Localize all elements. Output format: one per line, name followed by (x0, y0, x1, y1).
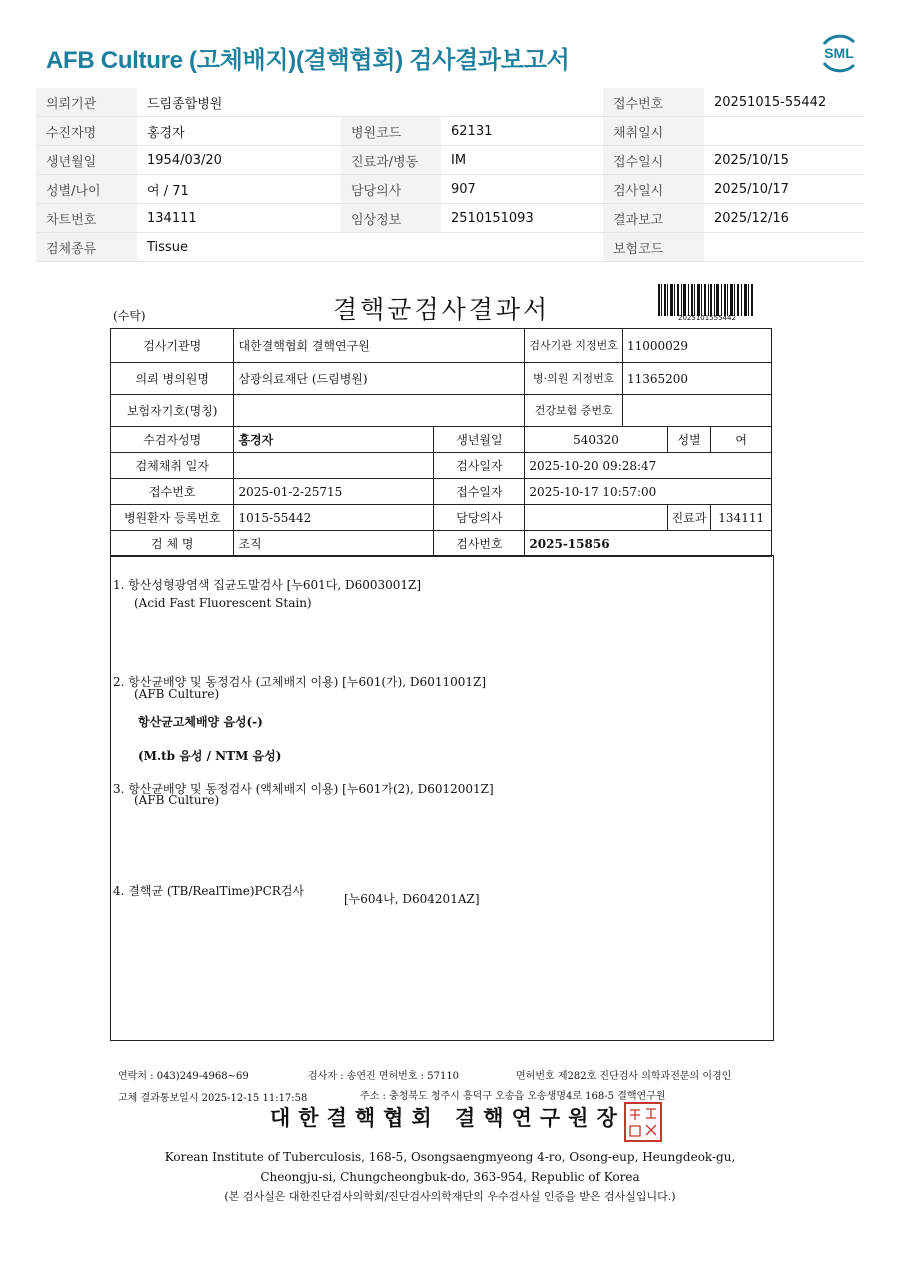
form-label: 검 체 명 (111, 531, 234, 557)
info-value: IM (441, 146, 603, 175)
info-label: 차트번호 (36, 204, 137, 233)
culture-result-detail: (M.tb 음성 / NTM 음성) (138, 749, 282, 763)
info-value: 62131 (441, 117, 603, 146)
info-label: 임상정보 (341, 204, 441, 233)
info-label: 접수일시 (603, 146, 704, 175)
form-info-table (110, 328, 772, 557)
form-value: 540320 (525, 427, 667, 453)
test-item-title: 3. 항산균배양 및 동정검사 (액체배지 이용) [누601가(2), D6012001Z] (113, 782, 494, 796)
form-value: 11365200 (622, 363, 771, 395)
info-row (36, 88, 864, 117)
info-row (36, 175, 864, 204)
info-value (704, 117, 864, 146)
info-label: 성별/나이 (36, 175, 137, 204)
test-item-title: 2. 항산균배양 및 동정검사 (고체배지 이용) [누601(가), D6011001Z] (113, 675, 487, 689)
info-row (36, 204, 864, 233)
form-label: 병·의원 지정번호 (525, 363, 623, 395)
barcode (658, 284, 754, 316)
info-value: 907 (441, 175, 603, 204)
form-label: 담당의사 (434, 505, 525, 531)
footer-notice-date: 고체 결과통보일시 2025-12-15 11:17:58 (118, 1093, 308, 1104)
form-label: 진료과 (667, 505, 711, 531)
form-subtitle: (수탁) (113, 309, 146, 323)
form-row (111, 453, 772, 479)
info-row (36, 233, 864, 262)
address-en-line1: Korean Institute of Tuberculosis, 168-5, Osongsaengmyeong 4-ro, Osong-eup, Heungdeok-gu, (164, 1150, 736, 1164)
form-label: 병원환자 등록번호 (111, 505, 234, 531)
info-empty (341, 233, 441, 262)
form-title: 결핵균검사결과서 (333, 295, 551, 324)
info-value (704, 233, 864, 262)
form-row (111, 363, 772, 395)
info-label: 채취일시 (603, 117, 704, 146)
form-label: 검사기관명 (111, 329, 234, 363)
test-item-code: [누604나, D604201AZ] (344, 892, 480, 906)
form-label: 수검자성명 (111, 427, 234, 453)
form-label: 성별 (667, 427, 711, 453)
form-value: 2025-10-20 09:28:47 (525, 453, 772, 479)
form-row (111, 479, 772, 505)
test-item-subtitle: (AFB Culture) (134, 793, 220, 807)
footer-examiner: 검사자 : 송연진 면허번호 : 57110 (308, 1071, 460, 1082)
info-label: 담당의사 (341, 175, 441, 204)
info-label: 보험코드 (603, 233, 704, 262)
form-label: 검사일자 (434, 453, 525, 479)
info-row (36, 117, 864, 146)
culture-result: 항산균고체배양 음성(-) (138, 715, 263, 729)
form-value (622, 395, 771, 427)
form-label: 보험자기호(명칭) (111, 395, 234, 427)
footer-contact: 연락처 : 043)249-4968~69 (118, 1071, 249, 1082)
info-label: 병원코드 (341, 117, 441, 146)
form-label: 건강보험 증번호 (525, 395, 623, 427)
info-label: 검사일시 (603, 175, 704, 204)
test-item-title: 1. 항산성형광염색 집균도말검사 [누601다, D6003001Z] (113, 578, 422, 592)
test-item-title: 4. 결핵균 (TB/RealTime)PCR검사 (113, 884, 305, 898)
info-value: Tissue (137, 233, 341, 262)
form-value: 2025-15856 (525, 531, 772, 557)
info-empty (441, 233, 603, 262)
scanned-result-form (0, 270, 900, 1270)
form-value: 홍경자 (234, 427, 434, 453)
logo-text: SML (824, 45, 854, 61)
info-empty (341, 88, 441, 117)
info-value: 드림종합병원 (137, 88, 341, 117)
info-empty (441, 88, 603, 117)
form-value: 1015-55442 (234, 505, 434, 531)
institute-name: 대한결핵협회 결핵연구원장 (270, 1105, 625, 1130)
info-label: 접수번호 (603, 88, 704, 117)
form-label: 검사번호 (434, 531, 525, 557)
form-value: 삼광의료재단 (드림병원) (234, 363, 525, 395)
info-label: 수진자명 (36, 117, 137, 146)
form-label: 의뢰 병의원명 (111, 363, 234, 395)
form-label: 접수일자 (434, 479, 525, 505)
form-value: 11000029 (622, 329, 771, 363)
form-value: 134111 (711, 505, 772, 531)
info-value: 2025/12/16 (704, 204, 864, 233)
info-label: 결과보고 (603, 204, 704, 233)
info-value: 1954/03/20 (137, 146, 341, 175)
info-label: 의뢰기관 (36, 88, 137, 117)
form-label: 검체채취 일자 (111, 453, 234, 479)
form-value: 여 (711, 427, 772, 453)
info-label: 생년월일 (36, 146, 137, 175)
certification-note: (본 검사실은 대한진단검사의학회/진단검사의학재단의 우수검사실 인증을 받은 검사실입니다.) (224, 1190, 676, 1203)
form-label: 생년월일 (434, 427, 525, 453)
barcode-number: 2025101555442 (678, 314, 736, 322)
form-row (111, 505, 772, 531)
info-value: 2025/10/15 (704, 146, 864, 175)
form-row (111, 329, 772, 363)
form-value (234, 395, 525, 427)
form-value: 2025-01-2-25715 (234, 479, 434, 505)
patient-info-table (36, 88, 864, 262)
info-value: 2510151093 (441, 204, 603, 233)
official-seal (624, 1102, 662, 1142)
info-value: 20251015-55442 (704, 88, 864, 117)
report-title: AFB Culture (고체배지)(결핵협회) 검사결과보고서 (46, 47, 570, 74)
info-row (36, 146, 864, 175)
form-value: 2025-10-17 10:57:00 (525, 479, 772, 505)
test-item-subtitle: (Acid Fast Fluorescent Stain) (134, 596, 312, 610)
info-value: 여 / 71 (137, 175, 341, 204)
form-row (111, 531, 772, 557)
form-row (111, 395, 772, 427)
address-en-line2: Cheongju-si, Chungcheongbuk-do, 363-954, Republic of Korea (260, 1170, 640, 1184)
footer-address-kr: 주소 : 충청북도 청주시 흥덕구 오송읍 오송생명4로 168-5 결핵연구원 (360, 1091, 666, 1102)
info-value: 홍경자 (137, 117, 341, 146)
form-label: 접수번호 (111, 479, 234, 505)
info-label: 검체종류 (36, 233, 137, 262)
test-item-subtitle: (AFB Culture) (134, 687, 220, 701)
form-value: 조직 (234, 531, 434, 557)
form-value (234, 453, 434, 479)
sml-logo (816, 30, 862, 76)
footer-director: 면허번호 제282호 진단검사 의학과전문의 이경인 (516, 1071, 732, 1082)
info-label: 진료과/병동 (341, 146, 441, 175)
form-value (525, 505, 667, 531)
info-value: 134111 (137, 204, 341, 233)
form-row (111, 427, 772, 453)
form-label: 검사기관 지정번호 (525, 329, 623, 363)
form-value: 대한결핵협회 결핵연구원 (234, 329, 525, 363)
info-value: 2025/10/17 (704, 175, 864, 204)
